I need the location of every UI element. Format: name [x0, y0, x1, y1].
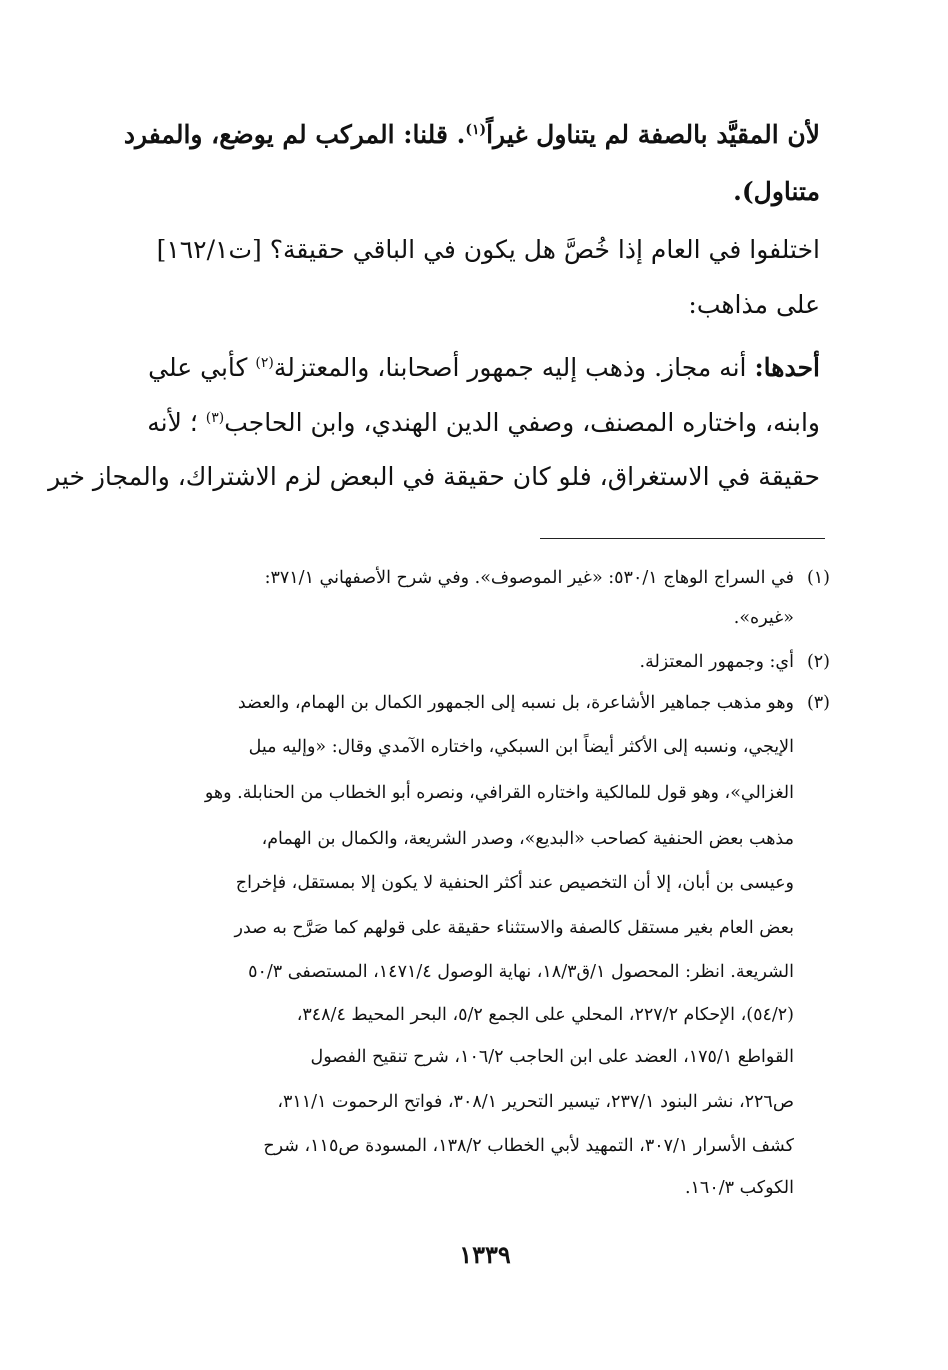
main-line-7: حقيقة في الاستغراق، فلو كان حقيقة في البعض لزم الاشتراك، والمجاز خير [48, 462, 820, 491]
footnote-3-line-12: الكوكب ١٦٠/٣. [684, 1178, 794, 1198]
footnote-3-line-3: الغزالي»، وهو قول للمالكية واختاره القرافي، ونصره أبو الخطاب من الحنابلة. وهو [204, 783, 794, 803]
footnote-1-line-2: «غيره». [733, 608, 794, 628]
opinion-label: أحدها: [754, 353, 820, 382]
footnote-3-line-8: (٥٤/٢)، الإحكام ٢٢٧/٢، المحلي على الجمع ٥/٢، البحر المحيط ٣٤٨/٤، [296, 1005, 794, 1025]
footnote-2-number: (٢) [806, 652, 830, 672]
footnote-1-number: (١) [806, 568, 830, 588]
footnote-3-line-1: (٣)وهو مذهب جماهير الأشاعرة، بل نسبه إلى الجمهور الكمال بن الهمام، والعضد [237, 693, 830, 713]
footnote-3-line-11: كشف الأسرار ٣٠٧/١، التمهيد لأبي الخطاب ١٣٨/٢، المسودة ص١١٥، شرح [263, 1136, 794, 1156]
page-number: ١٣٣٩ [459, 1240, 511, 1269]
footnote-1-line-1: (١)في السراج الوهاج ٥٣٠/١: «غير الموصوف». وفي شرح الأصفهاني ٣٧١/١: [264, 568, 830, 588]
footnote-ref-2: (٢) [255, 355, 274, 371]
main-line-3: اختلفوا في العام إذا خُصَّ هل يكون في الباقي حقيقة؟ [ت١٦٢/١] [156, 235, 820, 264]
footnote-3-line-2: الإيجي، ونسبه إلى الأكثر أيضاً ابن السبكي، واختاره الآمدي وقال: «وإليه ميل [248, 737, 794, 757]
main-line-5: أحدها: أنه مجاز. وذهب إليه جمهور أصحابنا، والمعتزلة$^{(٢)}$ كأبي علي [148, 353, 820, 382]
footnote-3-number: (٣) [806, 693, 830, 713]
footnote-ref-1: (١) [465, 122, 487, 138]
footnote-3-line-6: بعض العام بغير مستقل كالصفة والاستثناء حقيقة على قولهم كما صَرَّح به صدر [234, 918, 794, 938]
footnotes-block [48, 0, 830, 1230]
main-line-1: لأن المقيَّد بالصفة لم يتناول غيراً$^{(١)}$. قلنا: المركب لم يوضع، والمفرد [123, 120, 820, 149]
main-line-2: متناول). [733, 177, 820, 206]
footnote-3-line-10: ص٢٢٦، نشر البنود ٢٣٧/١، تيسير التحرير ٣٠٨/١، فواتح الرحموت ٣١١/١، [277, 1092, 794, 1112]
main-line-4: على مذاهب: [688, 290, 820, 319]
footnote-3-line-4: مذهب بعض الحنفية كصاحب «البديع»، وصدر الشريعة، والكمال بن الهمام، [261, 829, 794, 849]
footnote-2-line-1: (٢)أي: وجمهور المعتزلة. [639, 652, 830, 672]
main-line-6: وابنه، واختاره المصنف، وصفي الدين الهندي، وابن الحاجب$^{(٣)}$ ؛ لأنه [147, 408, 820, 437]
footnote-3-line-5: وعيسى بن أبان، إلا أن التخصيص عند أكثر الحنفية لا يكون إلا بمستقل، فإخراج [235, 873, 794, 893]
footnote-3-line-9: القواطع ١٧٥/١، العضد على ابن الحاجب ١٠٦/٢، شرح تنقيح الفصول [310, 1047, 794, 1067]
footnote-3-line-7: الشريعة. انظر: المحصول ١/ق١٨/٣، نهاية الوصول ١٤٧١/٤، المستصفى ٥٠/٣ [248, 962, 794, 982]
footnote-ref-3: (٣) [205, 410, 225, 426]
